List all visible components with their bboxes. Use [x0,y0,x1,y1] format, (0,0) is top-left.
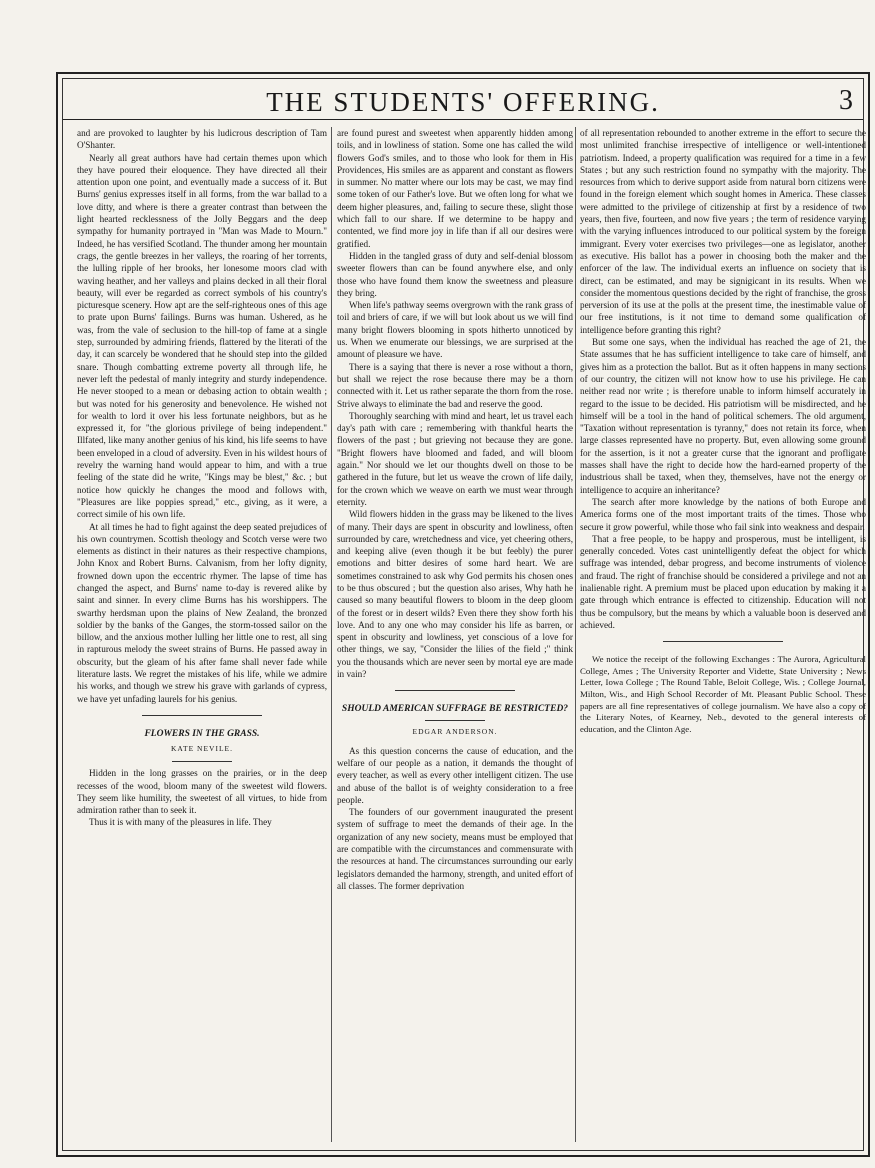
paragraph: As this question concerns the cause of education, and the welfare of our people as a nation, it demands the thought of every teacher, as well as every other intelligent citizen. The use and abuse of the ballot is of weighty consideration to a free people. [337,745,573,805]
paragraph: The search after more knowledge by the nations of both Europe and America forms one of the most important traits of the times. Those who secure it grow powerful, while those who fail sink into weakness and despair. [580,496,866,532]
paragraph: of all representation rebounded to another extreme in the effort to secure the most unlimited franchise irrespective of intelligence or well-intentioned patriotism. Indeed, a property qualification was required for a time in a few States ; but any such restriction found no sympathy with the majority. The resources from which to derive support aside from natural born citizens were found in the foreign element which sought homes in America. These classes were admitted to the privilege of citizenship at first by a residence of two years, then five, fourteen, and now five years ; the term of residence varying with the varying influences introduced to our political system by the foreign immigrant. Every voter exercises two privileges—one as legislator, another as executive. His ballot has a power in choosing both the maker and the enforcer of the law. The individual exerts an influence on society that is direct, can be estimated, and may be signigicant in its results. When we consider the momentous questions decided by the right of franchise, the gross perversion of its use at the polls at the present time, the inestimable value of our free institutions, is it not time to demand some qualification of intelligence before granting this right? [580,128,866,335]
columns [77,127,866,1142]
paragraph: Thus it is with many of the pleasures in life. They [89,817,272,828]
divider [172,761,232,762]
masthead-title: THE STUDENTS' OFFERING. [266,87,660,117]
exchanges-notice: We notice the receipt of the following Exchanges : The Aurora, Agricultural College, Ames ; The University Reporter and Vidette, State University ; News Letter, Iowa College ; The Round Table, Beloit College, Wis. ; College Journal, Milton, Wis., and High School Recorder of Mt. Pleasant Public School. These papers are all fine representatives of college journalism. We have also a copy of the Literary Notes, of Kearney, Neb., devoted to the general interests of education, and the Clinton Age. [580,654,866,734]
paragraph: When life's pathway seems overgrown with the rank grass of toil and briers of care, if we will but look about us we will find many bright flowers blooming in spots hitherto unnoticed by us. When we enumerate our blessings, we are surprised at the amount of pleasure we have. [337,300,573,360]
paragraph: But some one says, when the individual has reached the age of 21, the State assumes that he has sufficient intelligence to take care of himself, and gives him as a protection the ballot. But as it often happens in many sections of our country, the citizen will not know how to use his privilege. He can neither read nor write ; is therefore unable to inform himself accurately in regard to the issue to be decided. His patriotism will be misdirected, and he himself will be a tool in the hand of political schemers. The old argument, "Taxation without representation is tyranny," does not retain its force, when large classes represented have no property. But, even allowing some ground for the assertion, is it not a greater curse that the ignorant and profligate masses shall have the right to decide how the hard-earned property of the industrious shall be taxed, when they, themselves, have not the energy or intelligence to acquire an inheritance? [580,337,866,495]
article-heading: FLOWERS IN THE GRASS. [144,728,260,739]
divider [395,690,515,691]
paragraph: Hidden in the long grasses on the prairies, or in the deep recesses of the wood, bloom many of the sweetest wild flowers. They seem like humility, the sweetest of all virtues, to hide from admiration rather than to seek it. [77,768,327,816]
article-byline: KATE NEVILE. [171,743,233,753]
column-rule [575,127,576,1142]
paragraph: are found purest and sweetest when apparently hidden among toils, and in lowliness of station. Some one has called the wild flowers God's smiles, and to those who look for them in His Providences, His smiles are as apparent and constant as flowers in summer. No matter where our lots may be cast, we may find some token of our Father's love. But we often long for what we deem higher pleasures, and, failing to secure these, slight those which fall to our share. If we determine to be happy and contented, we find more joy in life than if all our desires were gratified. [337,128,573,249]
paragraph: Hidden in the tangled grass of duty and self-denial blossom sweeter flowers than can be found anywhere else, and only those who have found them know the sweetness and pleasure they bring. [337,250,573,298]
column-3 [580,127,866,1142]
page-number: 3 [839,85,853,116]
paragraph: The founders of our government inaugurated the present system of suffrage to meet the demands of their age. In the organization of any new society, means must be employed that are compatible with the circumstances and commensurate with the resources at hand. The circumstances surrounding our early legislators demanded the harmony, strength, and united effort of all classes. The former deprivation [337,807,573,891]
page-frame-inner [62,78,864,1151]
column-rule [331,127,332,1142]
paragraph: Wild flowers hidden in the grass may be likened to the lives of many. Their days are spent in obscurity and lowliness, often surrounded by care, wretchedness and vice, yet cheering others, and keeping alive (even though it be but feebly) the purer emotions and bitter desires of some hard heart. We are sometimes constrained to ask why God permits his chosen ones to be thus obscured ; but the question also arises, Why hath he caused so many beautiful flowers to bloom in the deep gloom of the forest or in desert wilds? Even there they show forth his love. And to any one who may consider his life as barren, or spent in obscurity and lowliness, yet conscious of a love for other things, we say, "Consider the lilies of the field ;" think you the thousands which are never seen by mortal eye are made in vain? [337,509,573,680]
paragraph: There is a saying that there is never a rose without a thorn, but shall we reject the rose because there may be a thorn connected with it. Let us rather separate the thorn from the rose. Strive always to eliminate the bad and reserve the good. [337,361,573,409]
masthead [63,85,863,120]
paragraph: Thoroughly searching with mind and heart, let us travel each day's path with care ; remembering with thankful hearts the flowers of the past ; but grieving not because they are gone. "Bright flowers have bloomed and faded, and will bloom again." Nor should we let our thoughts dwell on those to be gathered in the future, but let us weave the crown of life daily, for the crown which we weave on earth we must wear through eternity. [337,410,573,507]
paragraph: and are provoked to laughter by his ludicrous description of Tam O'Shanter. [77,128,327,151]
article-byline: EDGAR ANDERSON. [412,727,498,737]
divider [663,641,783,642]
paragraph: Nearly all great authors have had certain themes upon which they have poured their eloquence. They have directed all their attention upon one point, and eventually made a success of it. But Burns' genius expresses itself in all forms, from the war ballad to a love ditty, and where is there a greater contrast than between the light hearted recklessness of the Jolly Beggars and the deep sympathy for humanity portrayed in "Man was Made to Mourn." Indeed, he has versified Scotland. The thunder among her mountain crags, the gentle breezes in her valleys, the roaring of her torrents, the lulling ripple of her brooks, her lonesome moors clad with waving heather, and her valleys and plains decked in all their floral beauty, will ever be regarded as correct symbols of his country's picturesque scenery. How apt are the self-righteous ones of this age to prate upon Burns' failings. Burns was human. Ushered, as he was, from the vale of seclusion to the hill-top of fame at a single step, surrounded by admiring friends, flattered by the literati of the day, it can scarcely be wondered that he should step into the gilded snare. Though combatting extreme poverty all through life, he never left the pedestal of manly integrity and sturdy independence. He never stooped to a mean or debasing action to obtain wealth ; but was noted for his generosity and benevolence. He wished not for wealth to lord it over his less fortunate neighbors, but as he expressed it, for "the glorious privilege of being independent." Illfated, like many another genius of his kind, his life seems to have been enveloped in a cloud of adversity. Even in his wildest hours of revelry the warning hand would appear to him, and with a true feeling of the state did he write, "Kings may be blest," &c. ; but notice how quickly he changes the mood and follows with, "Pleasures are like poppies spread," etc., giving, as it were, a correct simile of his own life. [77,152,327,520]
column-1 [77,127,327,1142]
article-heading: SHOULD AMERICAN SUFFRAGE BE RESTRICTED? [341,704,569,715]
divider [425,720,485,721]
page-frame [56,72,870,1157]
paragraph: That a free people, to be happy and prosperous, must be intelligent, is generally conceded. Votes cast unintelligently defeat the object for which suffrage was intended, debar progress, and become instruments of violence and fraud. The right of franchise should be considered a privilege and not an inalienable right. A premium must be placed upon education by making it a gate through which entrance is effected to citizenship. Education will not thus be compulsory, but the means by which a valuable boon is deserved and achieved. [580,533,866,630]
column-2 [337,127,573,1142]
paragraph: At all times he had to fight against the deep seated prejudices of his own countrymen. Scottish theology and Scotch verse were two elements as distinct in their natures as their respective champions, John Knox and Robert Burns. Calvanism, from her lofty dignity, frowned down upon the eccentric rhymer. The lapse of time has changed the aspect, and Burns' name to-day is revered alike by saint and sinner. In every clime Burns has his worshippers. The swarthy herdsman upon the plains of New Zealand, the bronzed soldier by the banks of the Ganges, the storm-tossed sailor on the billow, and the anxious mother lulling her little one to rest, all sing in rapturous melody the sweet strains of Burns. He passed away in obscurity, but the gleam of his after fame shall never fade while literature lasts. We regret the mistakes of his life, while we admire his works, and though we strew his grave with garlands of cypress, we have yet unfading laurels for his genius. [77,521,327,704]
divider [142,715,262,716]
